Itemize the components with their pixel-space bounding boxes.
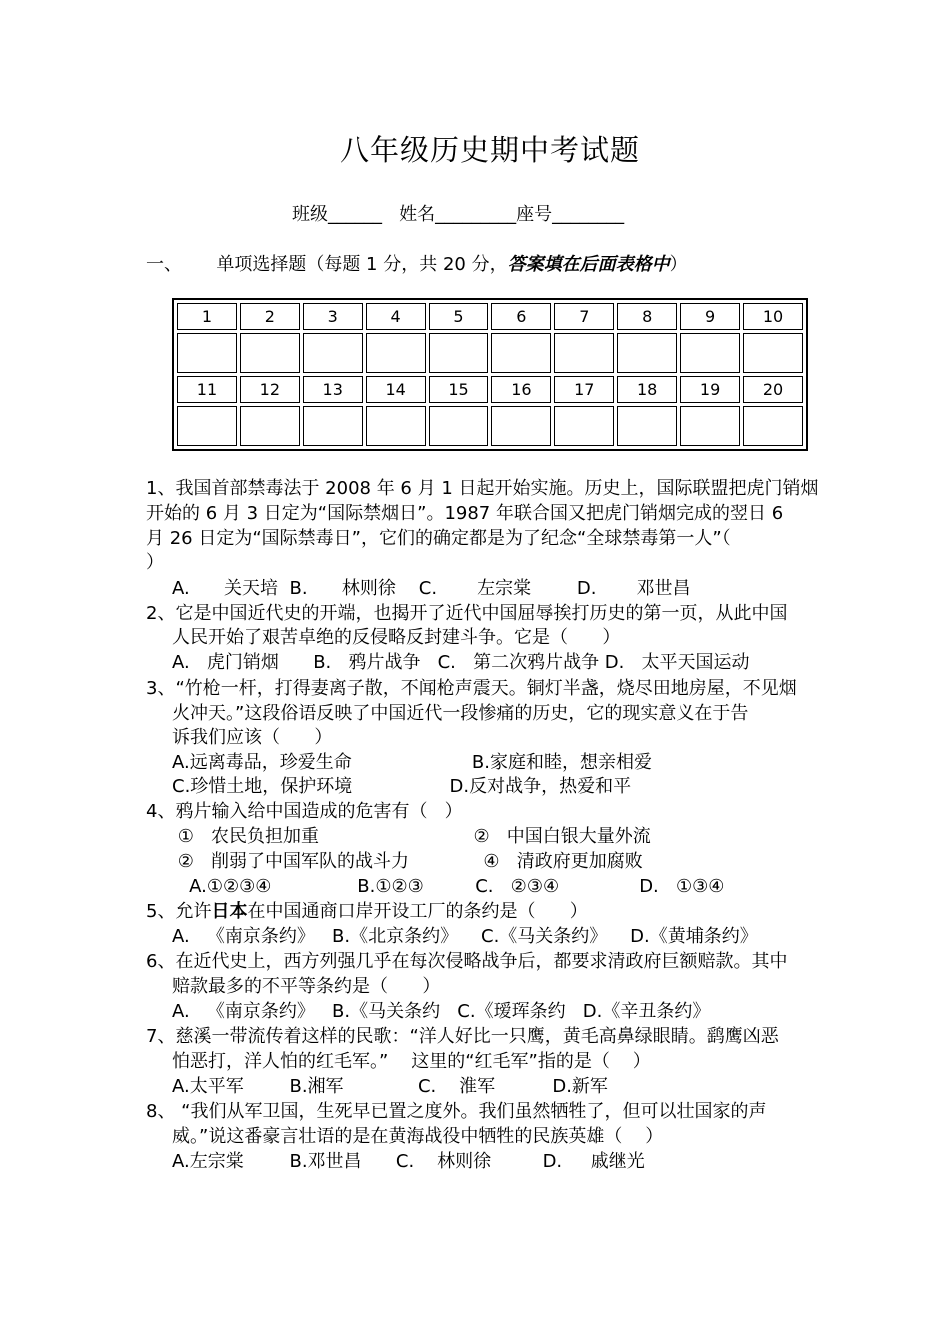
answer-number-cell: 7	[554, 303, 614, 330]
answer-blank-cell[interactable]	[429, 406, 489, 446]
answer-blank-cell[interactable]	[491, 333, 551, 373]
answer-number-cell: 4	[366, 303, 426, 330]
section-heading-emphasis: 答案填在后面表格中	[507, 254, 670, 275]
section-heading	[146, 250, 688, 276]
answer-blank-cell[interactable]	[743, 406, 803, 446]
answer-blank-cell[interactable]	[617, 406, 677, 446]
answer-number-cell: 8	[617, 303, 677, 330]
answer-blank-cell[interactable]	[680, 406, 740, 446]
question-5-text: 5、允许	[146, 901, 212, 922]
answer-number-cell: 10	[743, 303, 803, 330]
answer-blank-cell[interactable]	[240, 406, 300, 446]
answer-number-cell: 17	[554, 376, 614, 403]
answer-blank-cell[interactable]	[743, 333, 803, 373]
question-2-line: 人民开始了艰苦卓绝的反侵略反封建斗争。它是（ ）	[172, 627, 621, 648]
section-heading-text: 一、 单项选择题（每题 1 分，共 20 分，	[146, 254, 508, 275]
question-1-line: 开始的 6 月 3 日定为“国际禁烟日”。1987 年联合国又把虎门销烟完成的翌日 6	[146, 503, 784, 524]
question-3-options: C.珍惜土地，保护环境 D.反对战争，热爱和平	[172, 776, 632, 797]
answer-table-number-row	[177, 376, 803, 403]
question-5-text: 在中国通商口岸开设工厂的条约是（ ）	[247, 901, 588, 922]
answer-blank-cell[interactable]	[303, 333, 363, 373]
answer-number-cell: 6	[491, 303, 551, 330]
answer-number-cell: 19	[680, 376, 740, 403]
section-heading-suffix: ）	[669, 254, 688, 275]
answer-blank-cell[interactable]	[177, 333, 237, 373]
answer-number-cell: 14	[366, 376, 426, 403]
question-6-line: 赔款最多的不平等条约是（ ）	[172, 976, 441, 997]
answer-blank-cell[interactable]	[303, 406, 363, 446]
answer-number-cell: 13	[303, 376, 363, 403]
question-1-options: A. 关天培 B. 林则徐 C. 左宗棠 D. 邓世昌	[172, 578, 691, 599]
answer-number-cell: 20	[743, 376, 803, 403]
question-1-line: 1、我国首部禁毒法于 2008 年 6 月 1 日起开始实施。历史上，国际联盟把虎门销烟	[146, 478, 819, 499]
answer-number-cell: 18	[617, 376, 677, 403]
answer-number-cell: 5	[429, 303, 489, 330]
answer-table-blank-row	[177, 406, 803, 446]
answer-number-cell: 3	[303, 303, 363, 330]
answer-blank-cell[interactable]	[554, 406, 614, 446]
question-3-line: 火冲天。”这段俗语反映了中国近代一段惨痛的历史，它的现实意义在于告	[172, 703, 749, 724]
question-2-line: 2、它是中国近代史的开端，也揭开了近代中国屈辱挨打历史的第一页，从此中国	[146, 603, 788, 624]
answer-number-cell: 16	[491, 376, 551, 403]
question-4-statements: ① 农民负担加重 ② 中国白银大量外流	[172, 826, 651, 847]
answer-table-blank-row	[177, 333, 803, 373]
page-title: 八年级历史期中考试题	[339, 133, 640, 167]
answer-blank-cell[interactable]	[491, 406, 551, 446]
answer-blank-cell[interactable]	[617, 333, 677, 373]
question-4-line: 4、鸦片输入给中国造成的危害有（ ）	[146, 801, 463, 822]
question-3-options: A.远离毒品，珍爱生命 B.家庭和睦，想亲相爱	[172, 752, 652, 773]
answer-number-cell: 2	[240, 303, 300, 330]
question-5-bold-text: 日本	[211, 901, 248, 922]
question-6-line: 6、在近代史上，西方列强几乎在每次侵略战争后，都要求清政府巨额赔款。其中	[146, 951, 788, 972]
question-7-line: 怕恶打，洋人怕的红毛军。” 这里的“红毛军”指的是（ ）	[172, 1051, 651, 1072]
question-1-line: ）	[146, 552, 164, 573]
answer-number-cell: 12	[240, 376, 300, 403]
question-4-statements: ② 削弱了中国军队的战斗力 ④ 清政府更加腐败	[172, 851, 643, 872]
student-info-line: 班级______ 姓名_________座号________	[292, 204, 625, 225]
answer-table-number-row	[177, 303, 803, 330]
question-2-options: A. 虎门销烟 B. 鸦片战争 C. 第二次鸦片战争 D. 太平天国运动	[172, 652, 750, 673]
answer-blank-cell[interactable]	[429, 333, 489, 373]
answer-blank-cell[interactable]	[554, 333, 614, 373]
answer-number-cell: 15	[429, 376, 489, 403]
question-3-line: 诉我们应该（ ）	[172, 727, 333, 748]
answer-blank-cell[interactable]	[240, 333, 300, 373]
answer-number-cell: 9	[680, 303, 740, 330]
question-6-options: A. 《南京条约》 B.《马关条约 C.《瑷珲条约 D.《辛丑条约》	[172, 1001, 711, 1022]
answer-blank-cell[interactable]	[366, 333, 426, 373]
answer-blank-cell[interactable]	[366, 406, 426, 446]
question-8-line: 威。”说这番豪言壮语的是在黄海战役中牺牲的民族英雄（ ）	[172, 1126, 664, 1147]
answer-number-cell: 1	[177, 303, 237, 330]
question-7-options: A.太平军 B.湘军 C. 淮军 D.新军	[172, 1076, 608, 1097]
question-1-line: 月 26 日定为“国际禁毒日”，它们的确定都是为了纪念“全球禁毒第一人”（	[146, 528, 731, 549]
answer-blank-cell[interactable]	[177, 406, 237, 446]
question-5-options: A. 《南京条约》 B.《北京条约》 C.《马关条约》 D.《黄埔条约》	[172, 926, 758, 947]
question-5-line	[146, 899, 588, 924]
answer-number-cell: 11	[177, 376, 237, 403]
question-8-options: A.左宗棠 B.邓世昌 C. 林则徐 D. 戚继光	[172, 1151, 645, 1172]
question-8-line: 8、 “我们从军卫国，生死早已置之度外。我们虽然牺牲了，但可以壮国家的声	[146, 1101, 767, 1122]
question-7-line: 7、慈溪一带流传着这样的民歌：“洋人好比一只鹰，黄毛高鼻绿眼睛。鹞鹰凶恶	[146, 1026, 779, 1047]
question-3-line: 3、“竹枪一杆，打得妻离子散，不闻枪声震天。铜灯半盏，烧尽田地房屋，不见烟	[146, 678, 797, 699]
answer-table	[172, 298, 808, 451]
question-4-options: A.①②③④ B.①②③ C. ②③④ D. ①③④	[172, 876, 725, 897]
answer-blank-cell[interactable]	[680, 333, 740, 373]
